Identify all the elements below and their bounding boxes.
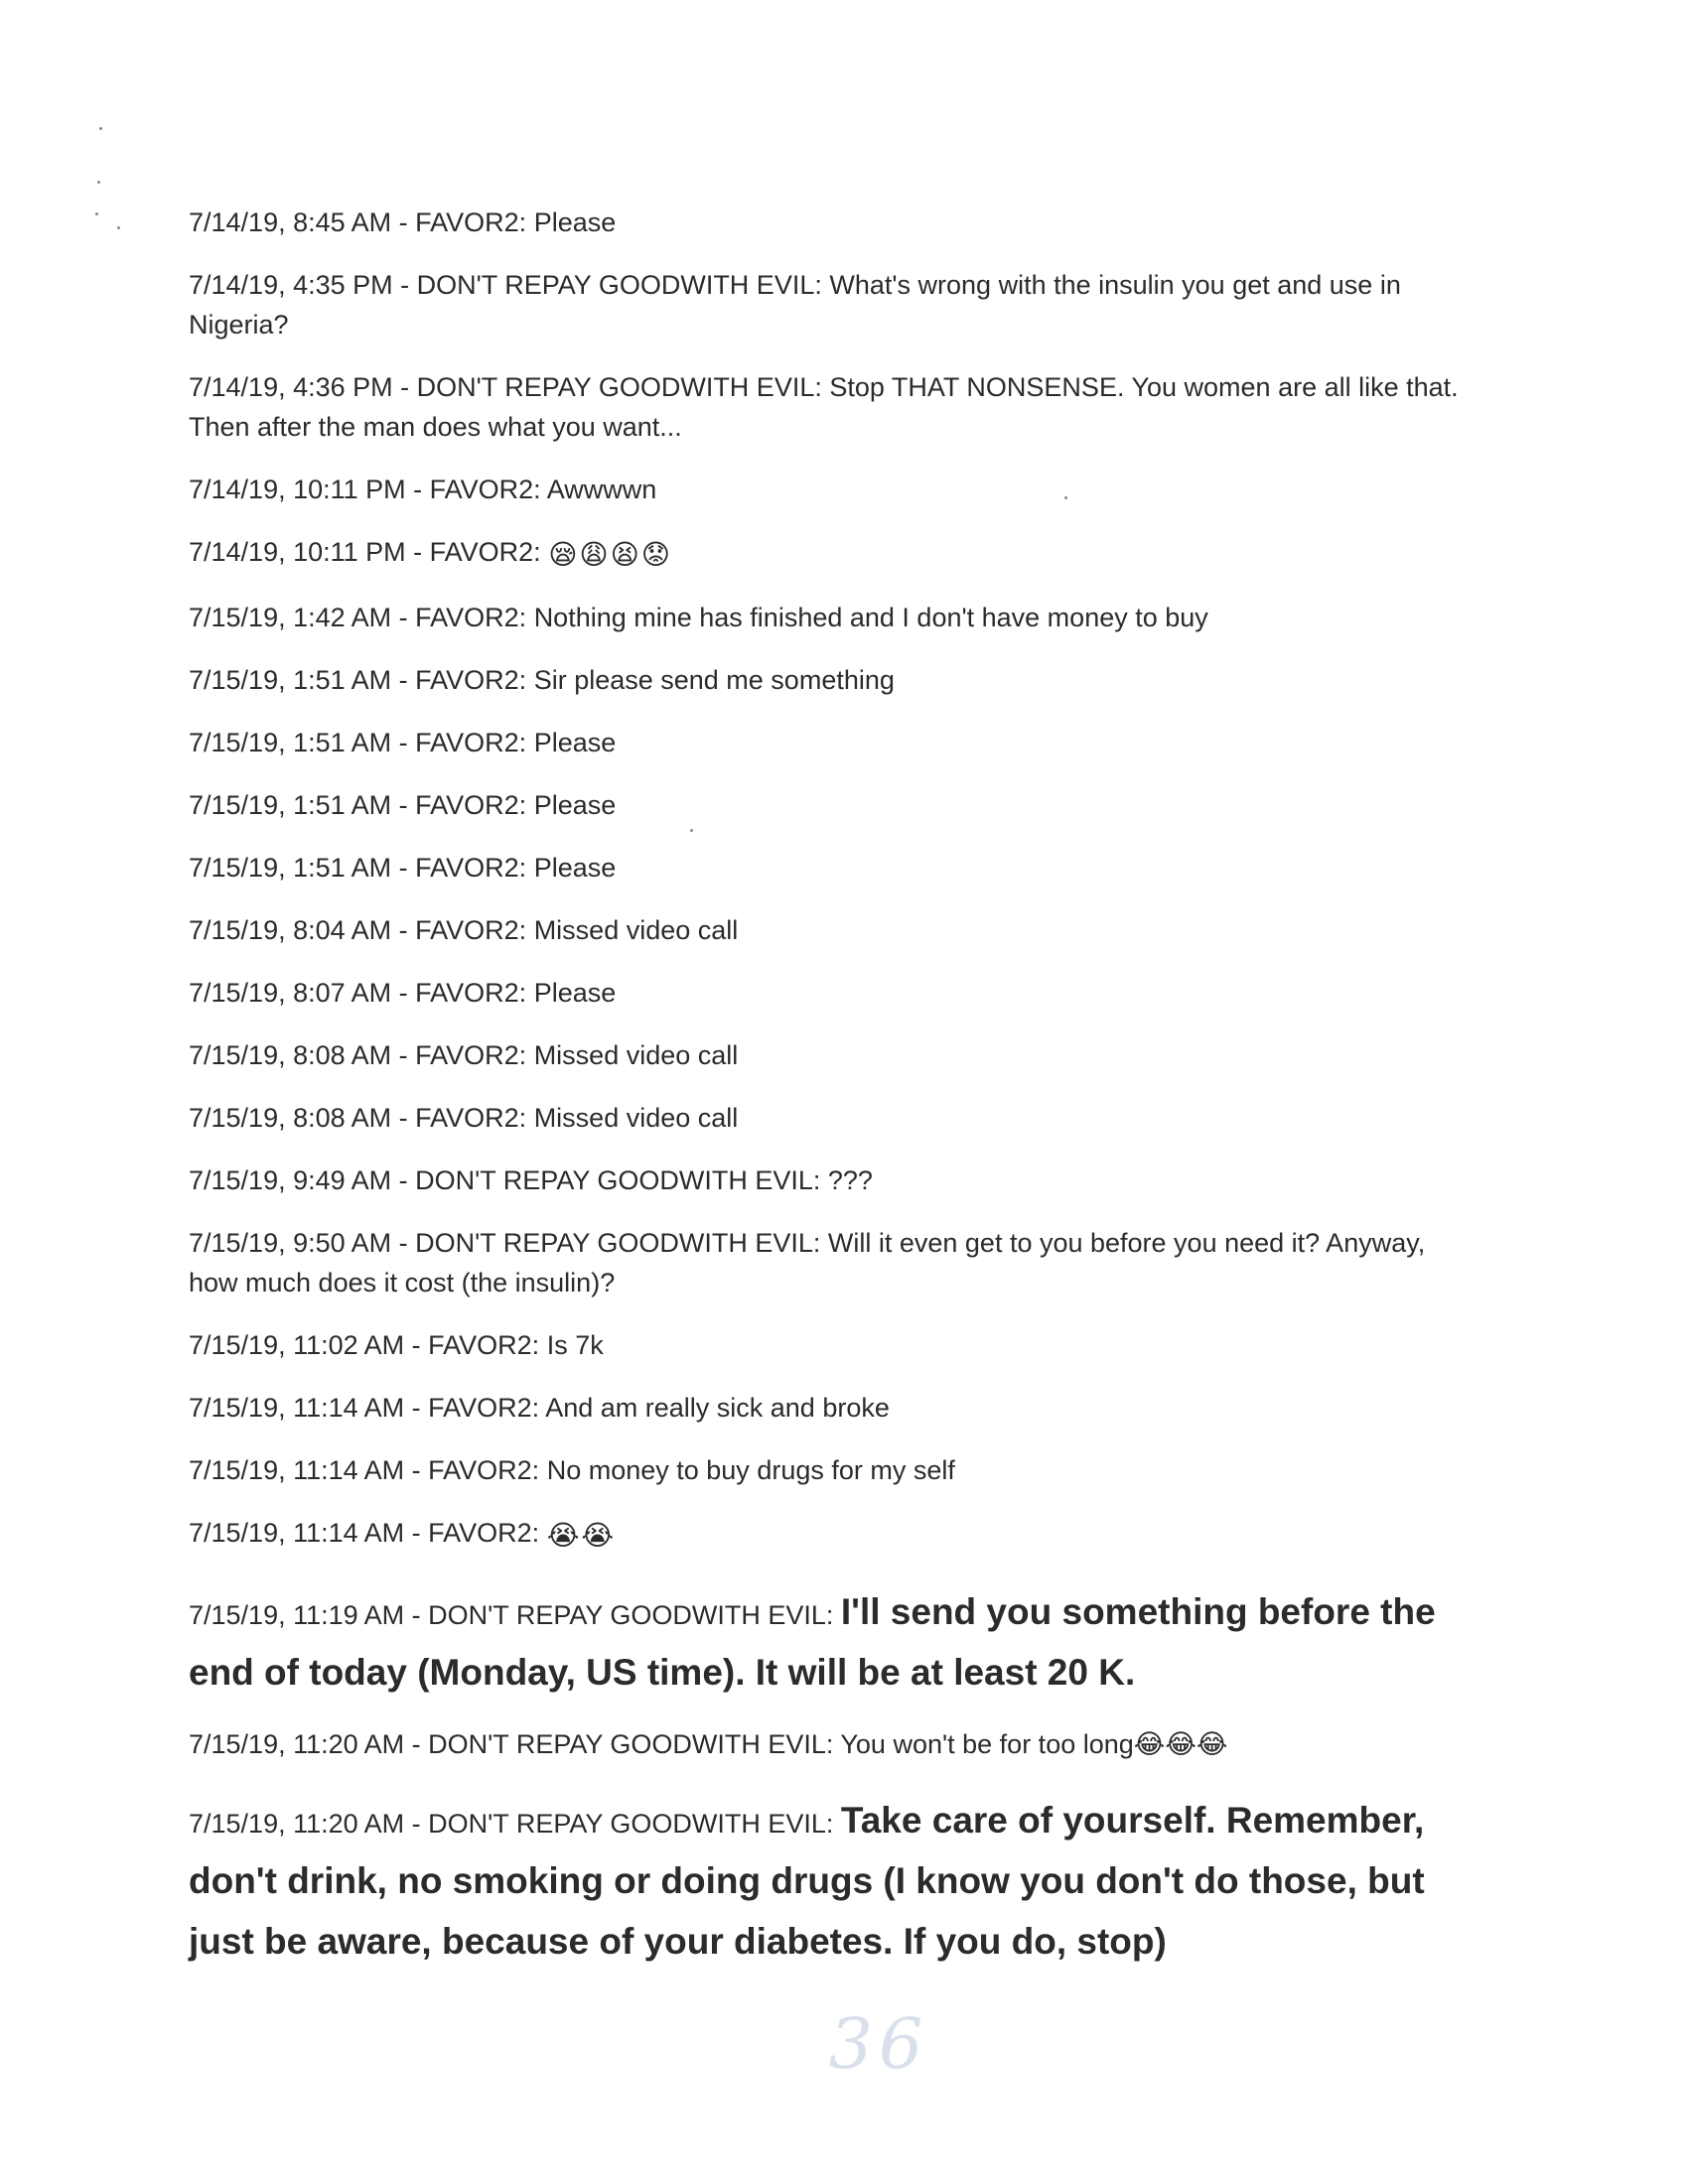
message-header: 7/15/19, 11:14 AM - FAVOR2: xyxy=(189,1455,547,1485)
message-header: 7/14/19, 10:11 PM - FAVOR2: xyxy=(189,537,549,567)
message-body: Please xyxy=(533,728,617,757)
message-body: Missed video call xyxy=(533,1040,739,1070)
chat-message xyxy=(189,1325,1479,1365)
message-header: 7/15/19, 8:07 AM - FAVOR2: xyxy=(189,978,534,1008)
message-body: Stop THAT NONSENSE. You women are all like that. Then after the man does what you want... xyxy=(189,372,1459,442)
chat-message xyxy=(189,660,1479,700)
message-header: 7/14/19, 4:36 PM - DON'T REPAY GOODWITH EVIL: xyxy=(189,372,830,402)
message-header: 7/15/19, 9:50 AM - DON'T REPAY GOODWITH EVIL: xyxy=(189,1228,828,1258)
chat-message xyxy=(189,1450,1479,1490)
message-body: Missed video call xyxy=(533,1103,739,1133)
chat-message xyxy=(189,910,1479,950)
chat-message xyxy=(189,973,1479,1013)
message-header: 7/15/19, 1:51 AM - FAVOR2: xyxy=(189,665,534,695)
message-body: Will it even get to you before you need it? Anyway, how much does it cost (the insulin)? xyxy=(189,1228,1426,1297)
chat-message xyxy=(189,1724,1479,1764)
message-body: Take care of yourself. Remember, don't drink, no smoking or doing drugs (I know you don't do those, but just be aware, because of your diabetes. If you do, stop) xyxy=(189,1800,1425,1962)
chat-message xyxy=(189,203,1479,242)
message-body: What's wrong with the insulin you get and use in Nigeria? xyxy=(189,270,1401,340)
message-header: 7/15/19, 1:51 AM - FAVOR2: xyxy=(189,728,534,757)
chat-message xyxy=(189,848,1479,887)
chat-message xyxy=(189,1160,1479,1200)
chat-message xyxy=(189,532,1479,575)
chat-message xyxy=(189,785,1479,825)
chat-message xyxy=(189,1583,1479,1705)
chat-message xyxy=(189,367,1479,447)
message-header: 7/15/19, 11:20 AM - DON'T REPAY GOODWITH EVIL: xyxy=(189,1729,841,1759)
chat-message xyxy=(189,598,1479,637)
chat-message xyxy=(189,723,1479,762)
message-header: 7/14/19, 8:45 AM - FAVOR2: xyxy=(189,207,534,237)
chat-message xyxy=(189,1792,1479,1974)
page-number: 36 xyxy=(828,2003,929,2085)
chat-message xyxy=(189,1388,1479,1428)
message-header: 7/15/19, 11:14 AM - FAVOR2: xyxy=(189,1393,546,1423)
message-body: Is 7k xyxy=(546,1330,604,1360)
message-body: Please xyxy=(533,978,617,1008)
message-header: 7/15/19, 8:04 AM - FAVOR2: xyxy=(189,915,534,945)
scan-speck xyxy=(95,212,98,215)
message-header: 7/14/19, 10:11 PM - FAVOR2: xyxy=(189,475,547,504)
message-body: I'll send you something before the end of today (Monday, US time). It will be at least 20 K. xyxy=(189,1591,1436,1693)
message-header: 7/15/19, 1:51 AM - FAVOR2: xyxy=(189,790,534,820)
message-body: Please xyxy=(533,853,617,883)
chat-message xyxy=(189,265,1479,344)
scan-speck xyxy=(117,226,120,229)
message-body: ??? xyxy=(827,1165,873,1195)
message-body: Please xyxy=(533,207,617,237)
message-body: Awwwwn xyxy=(546,475,657,504)
message-body: Missed video call xyxy=(533,915,739,945)
message-header: 7/15/19, 1:51 AM - FAVOR2: xyxy=(189,853,534,883)
message-header: 7/14/19, 4:35 PM - DON'T REPAY GOODWITH EVIL: xyxy=(189,270,830,300)
message-body: Sir please send me something xyxy=(533,665,895,695)
message-header: 7/15/19, 11:02 AM - FAVOR2: xyxy=(189,1330,547,1360)
message-header: 7/15/19, 8:08 AM - FAVOR2: xyxy=(189,1103,534,1133)
scan-speck xyxy=(97,181,100,184)
message-body: And am really sick and broke xyxy=(545,1393,890,1423)
message-body: 😭😭 xyxy=(546,1519,617,1552)
message-header: 7/15/19, 11:19 AM - DON'T REPAY GOODWITH EVIL: xyxy=(189,1600,841,1630)
message-body: You won't be for too long😂😂😂 xyxy=(840,1729,1228,1759)
message-body: Nothing mine has finished and I don't have money to buy xyxy=(533,603,1208,632)
message-header: 7/15/19, 11:20 AM - DON'T REPAY GOODWITH EVIL: xyxy=(189,1809,841,1839)
chat-message xyxy=(189,1513,1479,1556)
scan-speck xyxy=(99,127,102,130)
chat-transcript xyxy=(189,203,1479,1993)
message-body: No money to buy drugs for my self xyxy=(546,1455,955,1485)
chat-message xyxy=(189,1223,1479,1302)
message-body: 😪😩😫😟 xyxy=(548,538,672,571)
chat-message xyxy=(189,1098,1479,1138)
chat-message xyxy=(189,1035,1479,1075)
chat-message xyxy=(189,470,1479,509)
message-header: 7/15/19, 9:49 AM - DON'T REPAY GOODWITH EVIL: xyxy=(189,1165,828,1195)
message-header: 7/15/19, 8:08 AM - FAVOR2: xyxy=(189,1040,534,1070)
message-header: 7/15/19, 1:42 AM - FAVOR2: xyxy=(189,603,534,632)
message-body: Please xyxy=(533,790,617,820)
message-header: 7/15/19, 11:14 AM - FAVOR2: xyxy=(189,1518,547,1548)
